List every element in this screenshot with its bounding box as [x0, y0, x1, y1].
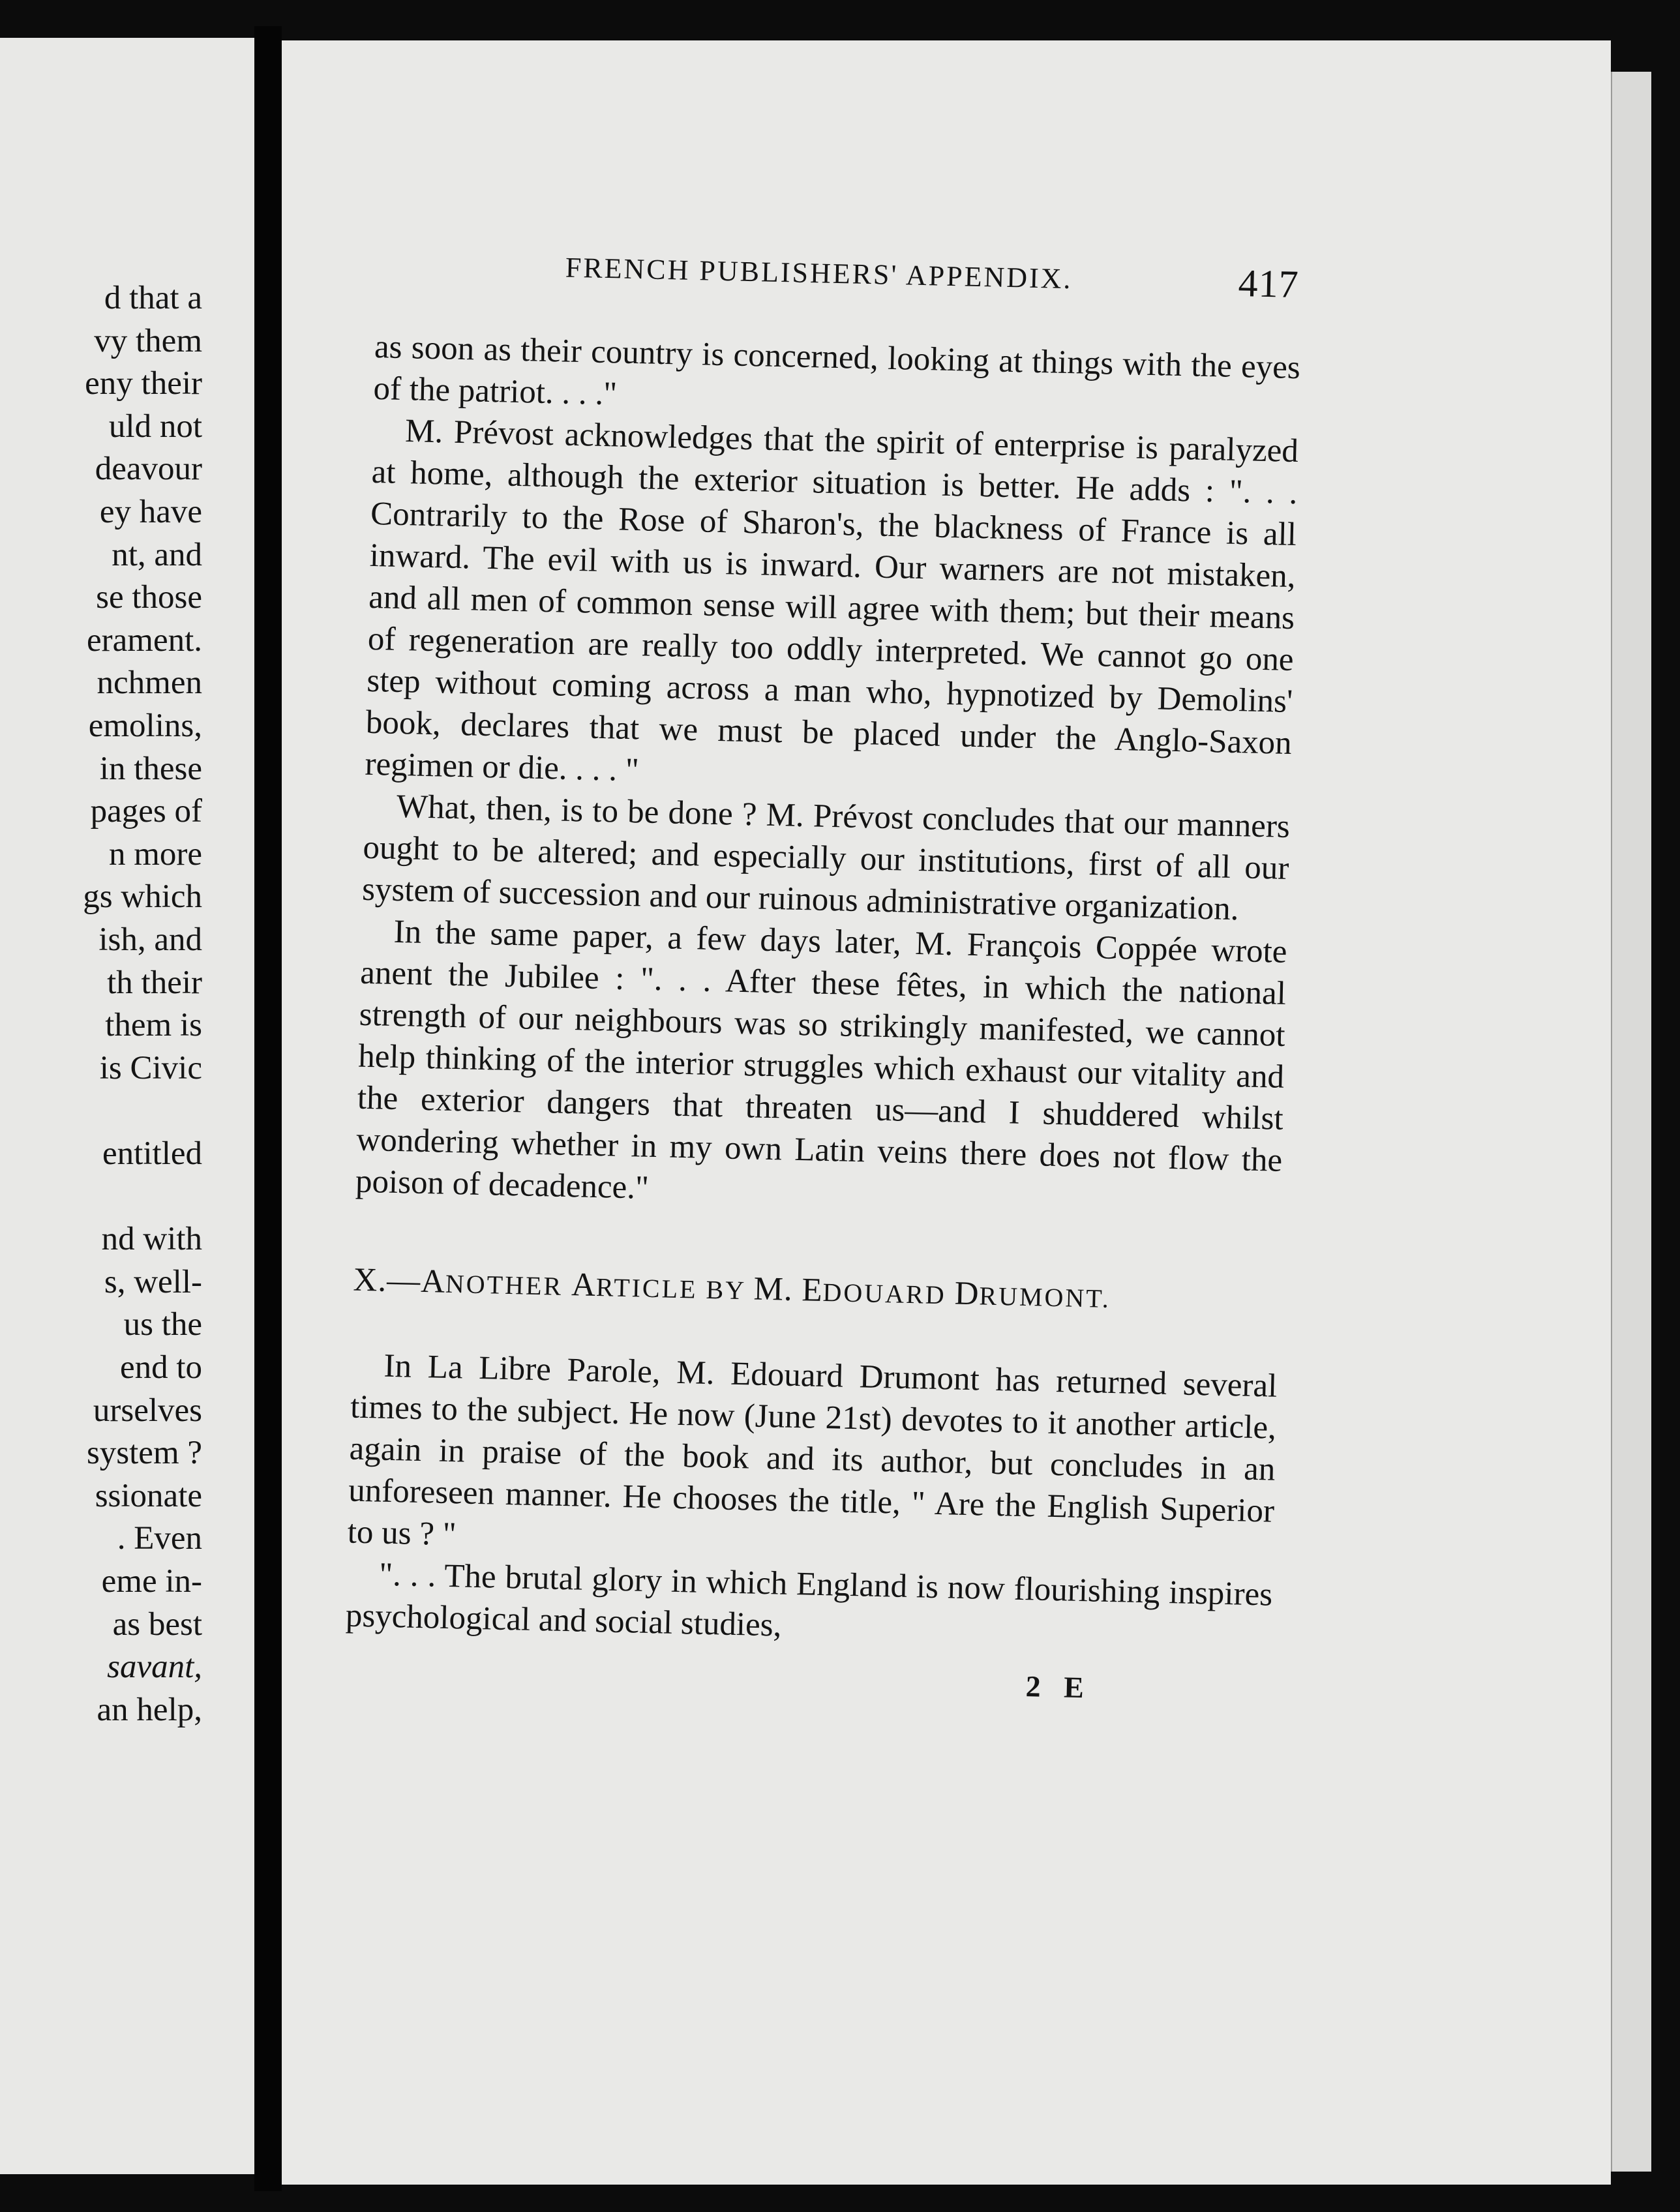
left-page-line: pages of [90, 793, 202, 830]
left-page-line: emolins, [88, 708, 202, 744]
left-page-line: end to [119, 1349, 202, 1386]
left-page-line: urselves [93, 1392, 202, 1429]
left-page [0, 38, 254, 2174]
left-page-line: nchmen [97, 665, 202, 702]
left-page-line: nd with [101, 1221, 202, 1258]
left-page-line: uld not [108, 408, 202, 445]
running-title: FRENCH PUBLISHERS' APPENDIX. [565, 251, 1073, 295]
paragraph-2: M. Prévost acknowledges that the spirit of enterprise is paralyzed at home, although the exterior situation is better. He adds : ". . . Contrarily to the Rose of Sharon's, the blackness of France is all inward. The evil with us is inward. Our warners are not mistaken, and all men of common sense will agree with them; but their means of regeneration are really too oddly interpreted. We cannot go one step without coming across a man who, hypnotized by Demolins' book, declares that we must be placed under the Anglo-Saxon regimen or die. . . . " [364, 413, 1299, 789]
left-page-line: ssionate [95, 1477, 202, 1514]
left-page-line: eme in- [101, 1563, 202, 1600]
left-page-line: nt, and [112, 536, 202, 573]
left-page-line: in these [99, 750, 202, 787]
left-page-line: th their [107, 964, 202, 1001]
left-page-line: eny their [85, 365, 202, 402]
section-number: X.— [352, 1261, 421, 1300]
left-page-line: gs which [83, 878, 202, 916]
left-page-line: entitled [102, 1135, 202, 1172]
left-page-line: deavour [95, 451, 202, 488]
book-gutter [254, 26, 282, 2191]
paragraph-3: What, then, is to be done ? M. Prévost concludes that our manners ought to be altered; and especially our institutions, first of all our system of succession and our ruinous administrative organization. [361, 788, 1291, 928]
page-number: 417 [1237, 261, 1300, 306]
left-page-line: . Even [117, 1520, 202, 1557]
left-page-line: s, well- [104, 1263, 202, 1300]
page-edge [1611, 72, 1651, 2172]
section-heading: X.—ANOTHER ARTICLE BY M. EDOUARD DRUMONT. [352, 1261, 1111, 1313]
left-page-line: them is [105, 1007, 202, 1044]
paragraph-1: as soon as their country is concerned, looking at things with the eyes of the patriot. . . ." [373, 328, 1301, 413]
left-page-line: an help, [97, 1691, 202, 1728]
left-page-line: savant, [107, 1649, 202, 1686]
left-page-line: n more [108, 835, 202, 873]
left-page-line: system ? [86, 1435, 202, 1472]
left-page-line: erament. [87, 621, 202, 659]
left-page-line: ish, and [98, 921, 202, 958]
paragraph-4: In the same paper, a few days later, M. François Coppée wrote anent the Jubilee : ". . . After these fêtes, in which the national strength of our neighbours was so strikingly manifested, we cannot help thinking of the interior struggles which exhaust our vitality and the exterior dangers that threaten us—and I shuddered whilst wondering whether in my own Latin veins there does not flow the poison of decadence." [355, 913, 1288, 1206]
signature-mark: 2 E [1025, 1669, 1092, 1705]
left-page-line: us the [123, 1306, 202, 1343]
page-content [344, 235, 1302, 1709]
section-paragraph-2: ". . . The brutal glory in which England is now flourishing inspires psychological and social studies, [345, 1556, 1273, 1644]
left-page-line: d that a [104, 280, 202, 316]
section-paragraph-1: In La Libre Parole, M. Edouard Drumont has returned several times to the subject. He now (June 21st) devotes to it another article, again in praise of the book and its author, but concludes in an unforeseen manner. He chooses the title, " Are the English Superior to us ? " [347, 1347, 1278, 1553]
left-page-line: se those [96, 579, 202, 616]
left-page-line: as best [112, 1606, 202, 1643]
left-page-line: is Civic [99, 1049, 202, 1086]
left-page-line: ey have [99, 494, 202, 530]
left-page-line: vy them [94, 322, 202, 359]
